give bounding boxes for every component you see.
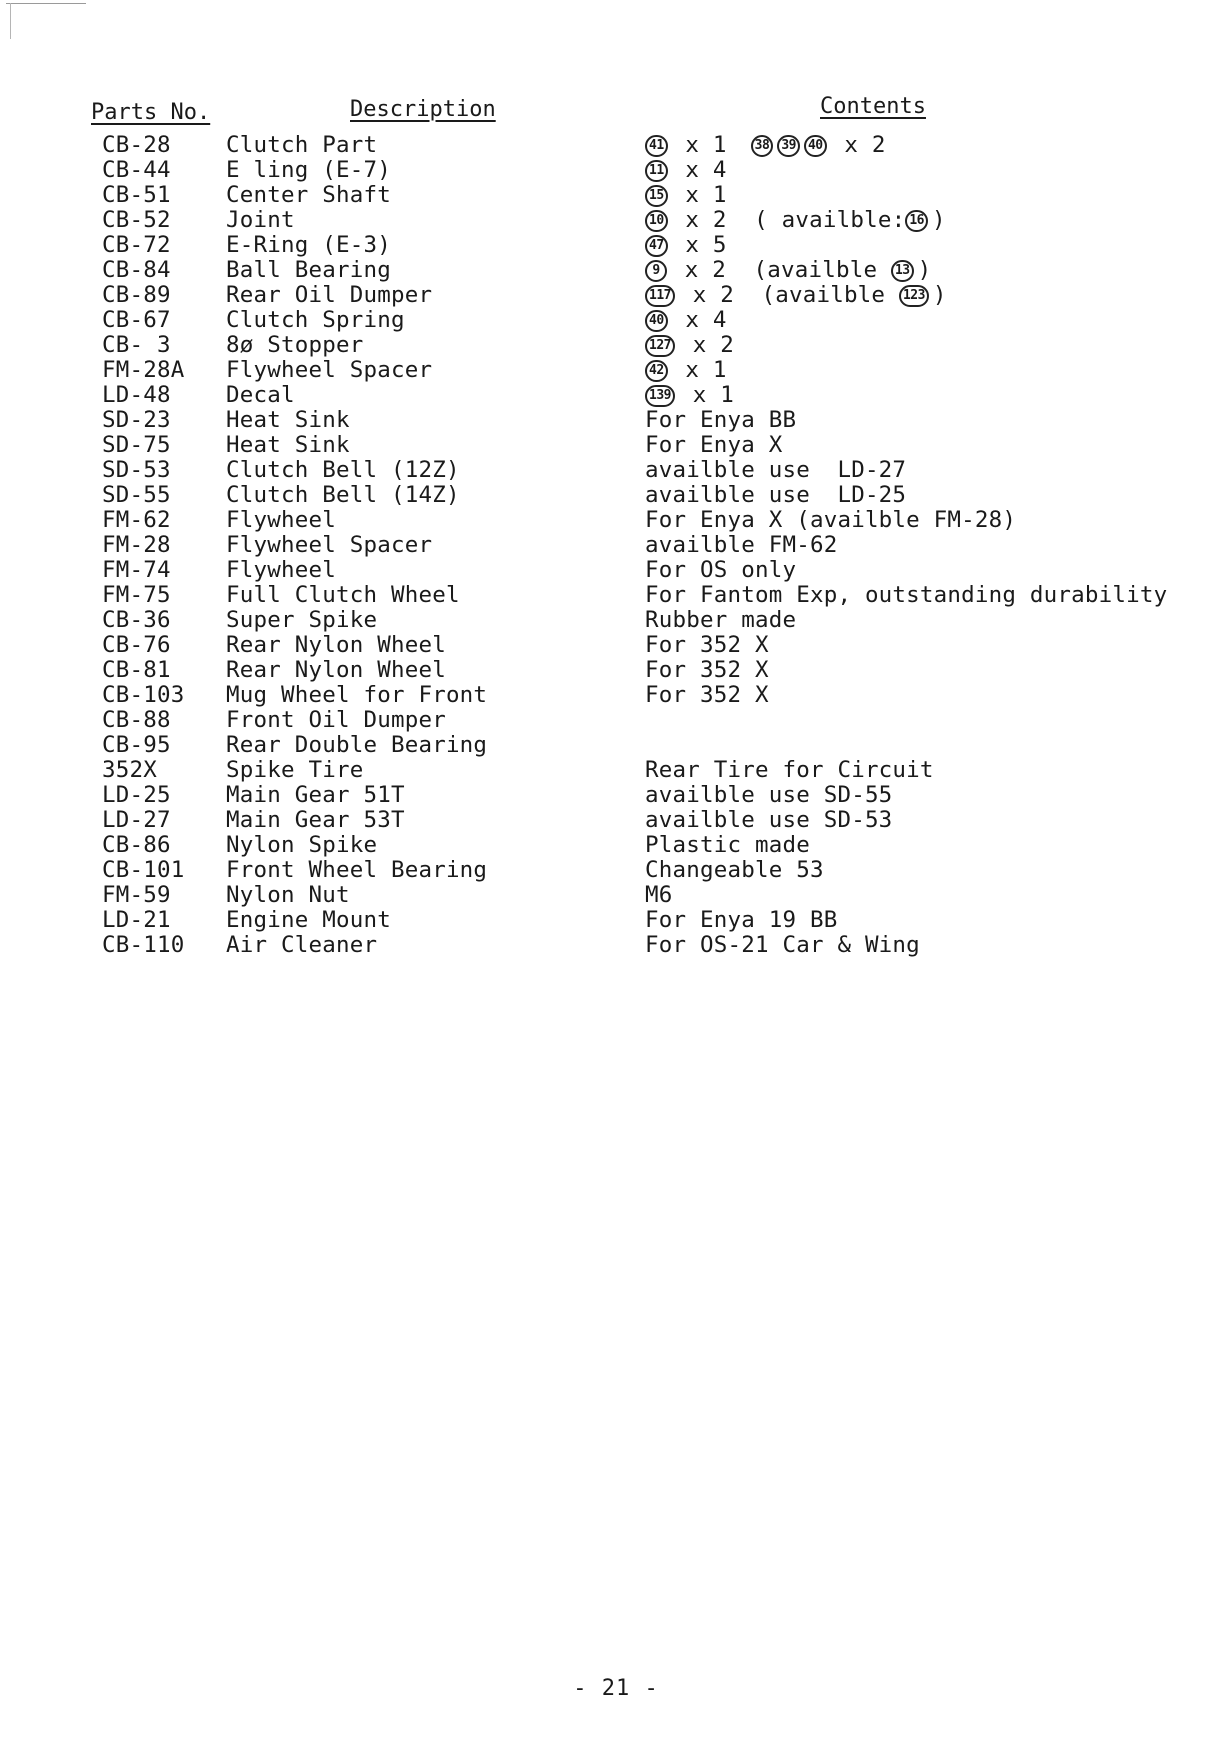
contents-row xyxy=(645,258,1230,283)
part-description: Rear Nylon Wheel xyxy=(226,632,446,658)
contents-row xyxy=(645,333,1230,358)
part-number: SD-55 xyxy=(102,482,171,508)
contents-suffix: x 2 xyxy=(830,132,886,158)
part-number: FM-74 xyxy=(102,557,171,583)
header-parts-no: Parts No. xyxy=(91,100,211,125)
part-number: CB-103 xyxy=(102,682,185,708)
circled-number: 13 xyxy=(891,260,914,282)
contents-text: x 1 xyxy=(671,357,727,383)
contents-text: x 2 (availble xyxy=(678,282,899,308)
circled-number: 15 xyxy=(645,185,668,207)
contents-suffix: ) xyxy=(917,257,932,283)
part-number: CB-72 xyxy=(102,232,171,258)
part-number: FM-59 xyxy=(102,882,171,908)
contents-text: x 1 xyxy=(678,382,734,408)
circled-number: 117 xyxy=(645,285,675,307)
contents-row xyxy=(645,708,1230,733)
contents-row xyxy=(645,483,1230,508)
part-number: LD-21 xyxy=(102,907,171,933)
part-number: CB-84 xyxy=(102,257,171,283)
part-number: CB-86 xyxy=(102,832,171,858)
part-number: CB-44 xyxy=(102,157,171,183)
contents-text: For Fantom Exp, outstanding durability xyxy=(645,582,1168,608)
part-number: CB-28 xyxy=(102,132,171,158)
part-description: Nylon Spike xyxy=(226,832,378,858)
contents-row xyxy=(645,783,1230,808)
part-number: CB-110 xyxy=(102,932,185,958)
contents-row xyxy=(645,808,1230,833)
part-description: Air Cleaner xyxy=(226,932,378,958)
circled-number: 40 xyxy=(645,310,668,332)
part-number: CB-51 xyxy=(102,182,171,208)
contents-row xyxy=(645,883,1230,908)
header-contents: Contents xyxy=(820,94,926,119)
contents-text: x 4 xyxy=(671,157,727,183)
contents-text: x 5 xyxy=(671,232,727,258)
part-description: Flywheel Spacer xyxy=(226,357,433,383)
part-description: Engine Mount xyxy=(226,907,391,933)
page-number: - 21 - xyxy=(573,1676,659,1701)
contents-row xyxy=(645,233,1230,258)
contents-text: Rear Tire for Circuit xyxy=(645,757,934,783)
contents-row xyxy=(645,208,1230,233)
contents-text: x 1 xyxy=(671,182,727,208)
part-number: CB-89 xyxy=(102,282,171,308)
part-number: 352X xyxy=(102,757,157,783)
contents-text: For 352 X xyxy=(645,632,769,658)
contents-row xyxy=(645,358,1230,383)
circled-number: 16 xyxy=(905,210,928,232)
part-number: CB-88 xyxy=(102,707,171,733)
part-description: Clutch Bell (12Z) xyxy=(226,457,460,483)
part-description: Ball Bearing xyxy=(226,257,391,283)
part-description: Clutch Spring xyxy=(226,307,405,333)
contents-text: Plastic made xyxy=(645,832,810,858)
contents-row xyxy=(645,658,1230,683)
part-description: Main Gear 51T xyxy=(226,782,405,808)
part-description: Clutch Part xyxy=(226,132,378,158)
part-number: CB-81 xyxy=(102,657,171,683)
contents-text: availble use LD-25 xyxy=(645,482,907,508)
contents-text: availble use SD-53 xyxy=(645,807,893,833)
part-number: CB- 3 xyxy=(102,332,171,358)
contents-row xyxy=(645,408,1230,433)
contents-text: For Enya 19 BB xyxy=(645,907,838,933)
contents-row xyxy=(645,433,1230,458)
contents-text: availble use SD-55 xyxy=(645,782,893,808)
circled-number: 42 xyxy=(645,360,668,382)
part-description: Nylon Nut xyxy=(226,882,350,908)
contents-row xyxy=(645,908,1230,933)
contents-row xyxy=(645,508,1230,533)
parts-no-column xyxy=(102,133,217,958)
part-description: Spike Tire xyxy=(226,757,364,783)
contents-column xyxy=(645,133,1230,958)
contents-row xyxy=(645,758,1230,783)
circled-number: 123 xyxy=(899,285,929,307)
circled-number: 41 xyxy=(645,135,668,157)
part-description: Joint xyxy=(226,207,295,233)
part-number: LD-27 xyxy=(102,807,171,833)
part-description: Rear Oil Dumper xyxy=(226,282,433,308)
contents-text: M6 xyxy=(645,882,673,908)
part-description: Clutch Bell (14Z) xyxy=(226,482,460,508)
part-description: Flywheel xyxy=(226,507,336,533)
part-description: Front Wheel Bearing xyxy=(226,857,488,883)
contents-row xyxy=(645,283,1230,308)
part-number: FM-28A xyxy=(102,357,185,383)
contents-text: For Enya BB xyxy=(645,407,797,433)
part-description: Heat Sink xyxy=(226,407,350,433)
part-description: 8ø Stopper xyxy=(226,332,364,358)
part-number: SD-53 xyxy=(102,457,171,483)
part-number: FM-62 xyxy=(102,507,171,533)
contents-text: availble use LD-27 xyxy=(645,457,907,483)
contents-text: x 4 xyxy=(671,307,727,333)
circled-number: 39 xyxy=(777,135,800,157)
contents-text: x 1 xyxy=(671,132,727,158)
contents-row xyxy=(645,733,1230,758)
contents-row xyxy=(645,308,1230,333)
contents-text: x 2 xyxy=(678,332,734,358)
part-number: SD-75 xyxy=(102,432,171,458)
scan-corner-mark xyxy=(6,0,86,40)
contents-text: x 2 ( availble: xyxy=(671,207,906,233)
part-number: CB-101 xyxy=(102,857,185,883)
circled-number: 11 xyxy=(645,160,668,182)
contents-text: For OS only xyxy=(645,557,797,583)
contents-text: For 352 X xyxy=(645,682,769,708)
circled-number: 38 xyxy=(751,135,774,157)
contents-row xyxy=(645,158,1230,183)
contents-text: Rubber made xyxy=(645,607,797,633)
contents-text: availble FM-62 xyxy=(645,532,838,558)
contents-row xyxy=(645,458,1230,483)
part-description: Rear Double Bearing xyxy=(226,732,488,758)
circled-number: 139 xyxy=(645,385,675,407)
part-number: SD-23 xyxy=(102,407,171,433)
contents-row xyxy=(645,583,1230,608)
part-description: Flywheel xyxy=(226,557,336,583)
circled-number: 9 xyxy=(645,260,667,282)
circled-number: 40 xyxy=(804,135,827,157)
part-description: Full Clutch Wheel xyxy=(226,582,460,608)
part-description: Heat Sink xyxy=(226,432,350,458)
part-description: E ling (E-7) xyxy=(226,157,391,183)
contents-row xyxy=(645,608,1230,633)
contents-row xyxy=(645,933,1230,958)
contents-suffix: ) xyxy=(932,282,947,308)
header-description: Description xyxy=(350,97,496,122)
part-number: FM-75 xyxy=(102,582,171,608)
part-number: CB-36 xyxy=(102,607,171,633)
part-description: Mug Wheel for Front xyxy=(226,682,488,708)
contents-row xyxy=(645,833,1230,858)
contents-text: Changeable 53 xyxy=(645,857,824,883)
contents-row xyxy=(645,533,1230,558)
part-number: LD-48 xyxy=(102,382,171,408)
contents-row xyxy=(645,133,1230,158)
contents-text: For OS-21 Car & Wing xyxy=(645,932,920,958)
part-number: CB-95 xyxy=(102,732,171,758)
part-description: Super Spike xyxy=(226,607,378,633)
part-description: E-Ring (E-3) xyxy=(226,232,391,258)
part-number: CB-52 xyxy=(102,207,171,233)
contents-text: For Enya X (availble FM-28) xyxy=(645,507,1017,533)
contents-row xyxy=(645,183,1230,208)
contents-row xyxy=(645,383,1230,408)
contents-row xyxy=(645,633,1230,658)
circled-number: 10 xyxy=(645,210,668,232)
part-number: CB-76 xyxy=(102,632,171,658)
part-description: Flywheel Spacer xyxy=(226,532,433,558)
part-description: Rear Nylon Wheel xyxy=(226,657,446,683)
circled-number: 127 xyxy=(645,335,675,357)
part-description: Decal xyxy=(226,382,295,408)
part-number: LD-25 xyxy=(102,782,171,808)
contents-text: For 352 X xyxy=(645,657,769,683)
part-description: Center Shaft xyxy=(226,182,391,208)
circled-number: 47 xyxy=(645,235,668,257)
contents-row xyxy=(645,683,1230,708)
contents-row xyxy=(645,558,1230,583)
part-number: FM-28 xyxy=(102,532,171,558)
contents-suffix: ) xyxy=(932,207,946,233)
part-description: Main Gear 53T xyxy=(226,807,405,833)
part-number: CB-67 xyxy=(102,307,171,333)
contents-text: x 2 (availble xyxy=(671,257,891,283)
contents-text: For Enya X xyxy=(645,432,783,458)
description-column xyxy=(226,133,626,958)
part-description: Front Oil Dumper xyxy=(226,707,446,733)
contents-row xyxy=(645,858,1230,883)
